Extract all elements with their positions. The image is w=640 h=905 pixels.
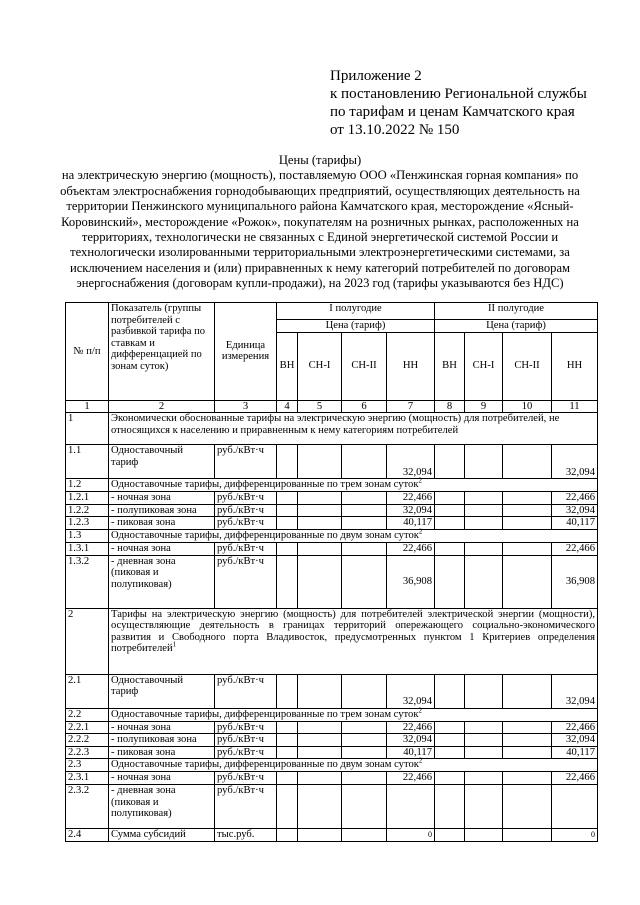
- row-number: 1.3.1: [66, 542, 109, 555]
- empty-cell: [277, 555, 298, 608]
- tariff-table: [65, 302, 598, 842]
- table-row: [66, 517, 598, 530]
- indicator-name: Одноставочный тариф: [109, 674, 215, 708]
- section-title: [109, 708, 598, 721]
- section-title: [109, 476, 598, 492]
- indicator-name: - полупиковая зона: [109, 734, 215, 747]
- empty-cell: [503, 772, 552, 785]
- appendix-line: по тарифам и ценам Камчатского края: [330, 104, 575, 120]
- header-level: ВН: [435, 332, 465, 400]
- header-level: СН-I: [298, 332, 342, 400]
- appendix-line: от 13.10.2022 № 150: [330, 122, 460, 138]
- price-h2-nn: [552, 784, 598, 828]
- column-number: 5: [298, 400, 342, 413]
- empty-cell: [465, 517, 503, 530]
- empty-cell: [342, 784, 387, 828]
- column-number: 10: [503, 400, 552, 413]
- empty-cell: [277, 828, 298, 841]
- row-number: 2.2: [66, 708, 109, 721]
- price-h1-nn: 40,117: [387, 746, 435, 759]
- empty-cell: [298, 492, 342, 505]
- header-level: НН: [552, 332, 598, 400]
- header-price: Цена (тариф): [277, 320, 435, 333]
- price-h1-nn: 22,466: [387, 492, 435, 505]
- empty-cell: [435, 445, 465, 479]
- empty-cell: [298, 504, 342, 517]
- table-row: [66, 828, 598, 841]
- footnote-ref: 2: [418, 706, 422, 715]
- empty-cell: [342, 746, 387, 759]
- empty-cell: [277, 746, 298, 759]
- table-row: [66, 445, 598, 479]
- empty-cell: [465, 772, 503, 785]
- price-h2-nn: 36,908: [552, 555, 598, 608]
- unit: руб./кВт·ч: [215, 784, 277, 828]
- empty-cell: [503, 517, 552, 530]
- empty-cell: [435, 517, 465, 530]
- empty-cell: [435, 784, 465, 828]
- price-h2-nn: 32,094: [552, 674, 598, 708]
- row-number: 1.1: [66, 445, 109, 479]
- section-row: [66, 479, 598, 492]
- section-text: Одноставочные тарифы, дифференцированные по трем зонам суток: [111, 479, 419, 491]
- row-number: 1.2.1: [66, 492, 109, 505]
- row-number: 1.2: [66, 479, 109, 492]
- appendix-line: к постановлению Региональной службы: [330, 86, 587, 102]
- indicator-name: Сумма субсидий: [109, 828, 215, 841]
- indicator-name: - пиковая зона: [109, 517, 215, 530]
- table-row: [66, 674, 598, 708]
- unit: тыс.руб.: [215, 828, 277, 841]
- empty-cell: [277, 517, 298, 530]
- empty-cell: [465, 721, 503, 734]
- indicator-name: - дневная зона (пиковая и полупиковая): [109, 555, 215, 608]
- price-h1-nn: 32,094: [387, 734, 435, 747]
- empty-cell: [435, 734, 465, 747]
- empty-cell: [342, 492, 387, 505]
- empty-cell: [503, 721, 552, 734]
- footnote-ref: 1: [172, 640, 177, 649]
- header-price: Цена (тариф): [435, 320, 598, 333]
- table-row: [66, 734, 598, 747]
- appendix-heading: [330, 67, 587, 139]
- price-h2-nn: 22,466: [552, 492, 598, 505]
- row-number: 1.2.2: [66, 504, 109, 517]
- column-number: 2: [109, 400, 215, 413]
- empty-cell: [277, 504, 298, 517]
- table-row: [66, 492, 598, 505]
- section-text: Тарифы на электрическую энергию (мощность) для потребителей электрической энергии (мощности), осуществляющие деятельность в границах территорий опережающего социально-экономического развития и Свободного порта Владивосток, предусмотренных пунктом 1 Критериев определения потребителей: [111, 608, 595, 655]
- row-number: 2.2.2: [66, 734, 109, 747]
- empty-cell: [342, 555, 387, 608]
- table-row: [66, 784, 598, 828]
- empty-cell: [435, 746, 465, 759]
- section-text: Одноставочные тарифы, дифференцированные по трем зонам суток: [111, 708, 419, 720]
- footnote-ref: 2: [418, 527, 423, 536]
- section-text: Экономически обоснованные тарифы на электрическую энергию (мощность) для потребителей, не относящихся к населению и приравненным к нему категориям потребителей: [111, 413, 560, 436]
- empty-cell: [465, 555, 503, 608]
- section-title: [109, 756, 598, 772]
- column-number: 6: [342, 400, 387, 413]
- unit: руб./кВт·ч: [215, 746, 277, 759]
- header-level: ВН: [277, 332, 298, 400]
- row-number: 2.4: [66, 828, 109, 841]
- footnote-ref: 2: [418, 756, 423, 765]
- row-number: 2.2.3: [66, 746, 109, 759]
- header-unit: Единица измерения: [215, 303, 277, 401]
- table-row: [66, 772, 598, 785]
- column-number: 7: [387, 400, 435, 413]
- price-h1-nn: 32,094: [387, 504, 435, 517]
- empty-cell: [342, 445, 387, 479]
- empty-cell: [503, 492, 552, 505]
- header-level: СН-II: [503, 332, 552, 400]
- unit: руб./кВт·ч: [215, 734, 277, 747]
- empty-cell: [298, 772, 342, 785]
- document-title: [40, 153, 600, 292]
- price-h1-nn: 36,908: [387, 555, 435, 608]
- price-h2-nn: 32,094: [552, 734, 598, 747]
- empty-cell: [465, 445, 503, 479]
- unit: руб./кВт·ч: [215, 517, 277, 530]
- unit: руб./кВт·ч: [215, 445, 277, 479]
- empty-cell: [435, 504, 465, 517]
- empty-cell: [503, 504, 552, 517]
- empty-cell: [298, 828, 342, 841]
- empty-cell: [298, 784, 342, 828]
- price-h1-nn: 40,117: [387, 517, 435, 530]
- empty-cell: [277, 734, 298, 747]
- indicator-name: - ночная зона: [109, 492, 215, 505]
- section-title: [109, 413, 598, 445]
- table-row: [66, 504, 598, 517]
- table-row: [66, 542, 598, 555]
- empty-cell: [503, 674, 552, 708]
- unit: руб./кВт·ч: [215, 504, 277, 517]
- price-h2-nn: 22,466: [552, 542, 598, 555]
- empty-cell: [277, 784, 298, 828]
- empty-cell: [435, 542, 465, 555]
- price-h2-nn: 40,117: [552, 517, 598, 530]
- column-number: 8: [435, 400, 465, 413]
- title-body: на электрическую энергию (мощность), поставляемую ООО «Пенжинская горная компания» по объектам электроснабжения горнодобывающих предприятий, осуществляющих деятельность на территории Пенжинского муниципального района Камчатского края, месторождение «Ясный-Коровинский», месторождение «Рожок», покупателям на розничных рынках, расположенных на территориях, технологически не связанных с Единой энергетической системой России и технологически изолированными территориальными электроэнергетическими системами, за исключением населения и (или) приравненных к нему категорий потребителей по договорам энергоснабжения (договорам купли-продажи), на 2023 год (тарифы указываются без НДС): [60, 168, 580, 291]
- empty-cell: [435, 555, 465, 608]
- header-level: НН: [387, 332, 435, 400]
- section-row: [66, 759, 598, 772]
- row-number: 1.3: [66, 529, 109, 542]
- indicator-name: - полупиковая зона: [109, 504, 215, 517]
- empty-cell: [342, 772, 387, 785]
- section-title: [109, 529, 598, 542]
- empty-cell: [435, 828, 465, 841]
- unit: руб./кВт·ч: [215, 492, 277, 505]
- empty-cell: [435, 721, 465, 734]
- empty-cell: [298, 555, 342, 608]
- table-row: [66, 746, 598, 759]
- header-num: № п/п: [66, 303, 109, 401]
- section-title: [109, 608, 598, 674]
- header-half1: I полугодие: [277, 303, 435, 320]
- empty-cell: [298, 746, 342, 759]
- price-h1-nn: 32,094: [387, 674, 435, 708]
- empty-cell: [277, 721, 298, 734]
- section-row: [66, 529, 598, 542]
- row-number: 1: [66, 413, 109, 445]
- empty-cell: [435, 674, 465, 708]
- column-number: 3: [215, 400, 277, 413]
- empty-cell: [298, 445, 342, 479]
- empty-cell: [503, 746, 552, 759]
- indicator-name: - пиковая зона: [109, 746, 215, 759]
- empty-cell: [503, 542, 552, 555]
- table-row: [66, 555, 598, 608]
- row-number: 2: [66, 608, 109, 674]
- price-h2-nn: 32,094: [552, 445, 598, 479]
- indicator-name: - дневная зона (пиковая и полупиковая): [109, 784, 215, 828]
- price-h1-nn: 22,466: [387, 772, 435, 785]
- empty-cell: [435, 772, 465, 785]
- empty-cell: [435, 492, 465, 505]
- header-indicator: Показатель (группы потребителей с разбивкой тарифа по ставкам и дифференцацией по зонам суток): [109, 303, 215, 401]
- indicator-name: - ночная зона: [109, 772, 215, 785]
- price-h2-nn: 22,466: [552, 772, 598, 785]
- column-number: 9: [465, 400, 503, 413]
- empty-cell: [298, 542, 342, 555]
- section-row: [66, 413, 598, 445]
- empty-cell: [342, 542, 387, 555]
- empty-cell: [298, 517, 342, 530]
- column-number: 11: [552, 400, 598, 413]
- empty-cell: [465, 784, 503, 828]
- empty-cell: [465, 828, 503, 841]
- price-h1-nn: 32,094: [387, 445, 435, 479]
- empty-cell: [465, 674, 503, 708]
- empty-cell: [342, 517, 387, 530]
- indicator-name: Одноставочный тариф: [109, 445, 215, 479]
- empty-cell: [342, 721, 387, 734]
- unit: руб./кВт·ч: [215, 721, 277, 734]
- column-number: 1: [66, 400, 109, 413]
- indicator-name: - ночная зона: [109, 542, 215, 555]
- empty-cell: [503, 445, 552, 479]
- empty-cell: [465, 746, 503, 759]
- footnote-ref: 2: [418, 476, 422, 485]
- empty-cell: [342, 504, 387, 517]
- section-text: Одноставочные тарифы, дифференцированные по двум зонам суток: [111, 529, 419, 541]
- empty-cell: [342, 828, 387, 841]
- header-level: СН-II: [342, 332, 387, 400]
- empty-cell: [465, 504, 503, 517]
- unit: руб./кВт·ч: [215, 542, 277, 555]
- section-row: [66, 608, 598, 674]
- empty-cell: [465, 734, 503, 747]
- empty-cell: [465, 492, 503, 505]
- unit: руб./кВт·ч: [215, 674, 277, 708]
- empty-cell: [298, 674, 342, 708]
- indicator-name: - ночная зона: [109, 721, 215, 734]
- empty-cell: [503, 555, 552, 608]
- empty-cell: [277, 542, 298, 555]
- column-number: 4: [277, 400, 298, 413]
- empty-cell: [277, 674, 298, 708]
- price-h1-nn: [387, 784, 435, 828]
- price-h2-nn: 40,117: [552, 746, 598, 759]
- empty-cell: [298, 734, 342, 747]
- price-h2-nn: 22,466: [552, 721, 598, 734]
- empty-cell: [503, 784, 552, 828]
- header-level: СН-I: [465, 332, 503, 400]
- column-number-row: [66, 400, 598, 413]
- row-number: 1.2.3: [66, 517, 109, 530]
- empty-cell: [277, 492, 298, 505]
- empty-cell: [503, 734, 552, 747]
- row-number: 2.3: [66, 759, 109, 772]
- price-h1-nn: 0: [387, 828, 435, 841]
- table-row: [66, 721, 598, 734]
- unit: руб./кВт·ч: [215, 772, 277, 785]
- empty-cell: [342, 734, 387, 747]
- section-text: Одноставочные тарифы, дифференцированные по двум зонам суток: [111, 759, 419, 771]
- unit: руб./кВт·ч: [215, 555, 277, 608]
- price-h2-nn: 0: [552, 828, 598, 841]
- empty-cell: [342, 674, 387, 708]
- header-half2: II полугодие: [435, 303, 598, 320]
- row-number: 1.3.2: [66, 555, 109, 608]
- price-h1-nn: 22,466: [387, 542, 435, 555]
- row-number: 2.2.1: [66, 721, 109, 734]
- empty-cell: [465, 542, 503, 555]
- price-h2-nn: 32,094: [552, 504, 598, 517]
- empty-cell: [503, 828, 552, 841]
- title-heading: Цены (тарифы): [278, 153, 362, 167]
- row-number: 2.1: [66, 674, 109, 708]
- section-row: [66, 708, 598, 721]
- empty-cell: [298, 721, 342, 734]
- empty-cell: [277, 772, 298, 785]
- empty-cell: [277, 445, 298, 479]
- appendix-line: Приложение 2: [330, 68, 422, 84]
- price-h1-nn: 22,466: [387, 721, 435, 734]
- row-number: 2.3.1: [66, 772, 109, 785]
- row-number: 2.3.2: [66, 784, 109, 828]
